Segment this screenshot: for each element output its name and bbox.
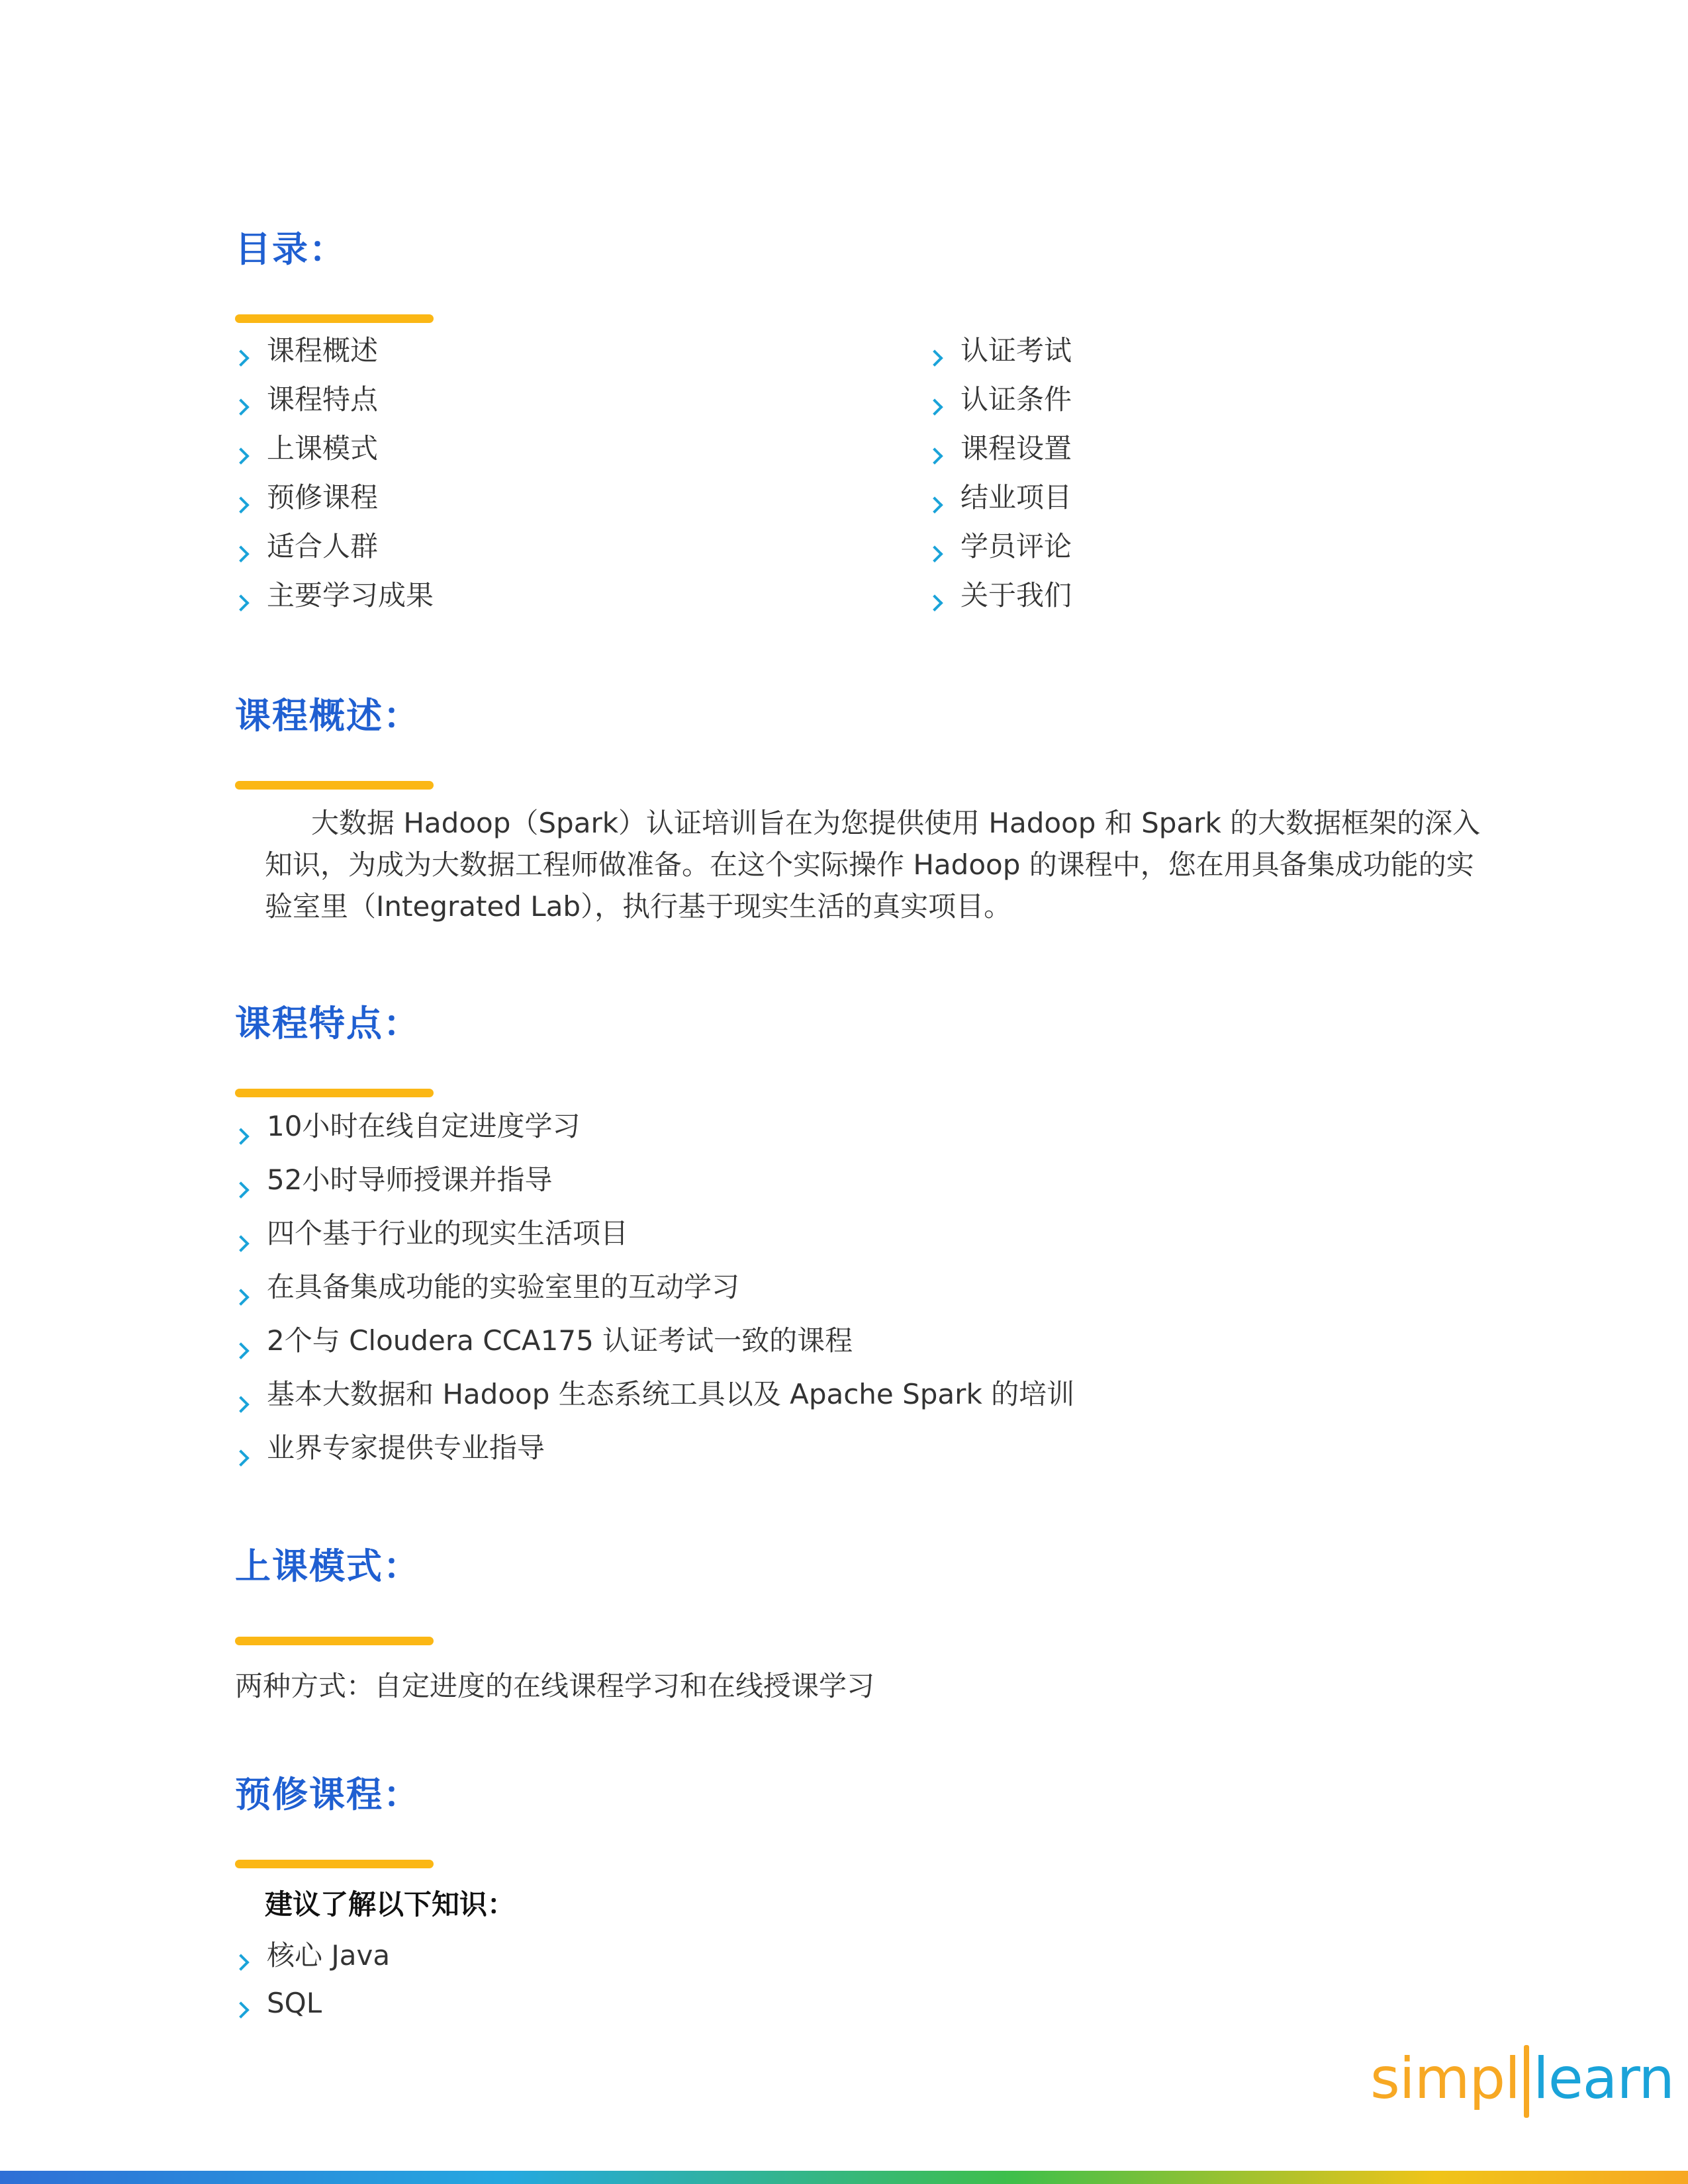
chevron-right-icon <box>232 1128 249 1144</box>
list-item: 业界专家提供专业指导 <box>235 1432 1074 1485</box>
toc-link-curriculum[interactable]: 课程设置 <box>929 432 1072 481</box>
chevron-right-icon <box>926 545 943 562</box>
chevron-right-icon <box>926 398 943 415</box>
toc-link-capstone[interactable]: 结业项目 <box>929 481 1072 530</box>
toc-link-reviews[interactable]: 学员评论 <box>929 530 1072 579</box>
overview-heading: 课程概述： <box>235 695 420 737</box>
chevron-right-icon <box>926 447 943 464</box>
mode-text: 两种方式：自定进度的在线课程学习和在线授课学习 <box>235 1670 875 1702</box>
list-item: 在具备集成功能的实验室里的互动学习 <box>235 1271 1074 1324</box>
toc-link-features[interactable]: 课程特点 <box>235 383 434 432</box>
chevron-right-icon <box>232 1235 249 1251</box>
toc-link-outcomes[interactable]: 主要学习成果 <box>235 579 434 628</box>
heading-underline <box>235 1089 434 1097</box>
toc-link-mode[interactable]: 上课模式 <box>235 432 434 481</box>
toc-right-list <box>929 334 1072 628</box>
toc-link-exam[interactable]: 认证考试 <box>929 334 1072 383</box>
chevron-right-icon <box>232 496 249 513</box>
logo-bar <box>1524 2045 1529 2118</box>
chevron-right-icon <box>232 398 249 415</box>
list-item: 四个基于行业的现实生活项目 <box>235 1217 1074 1271</box>
overview-paragraph: 大数据 Hadoop（Spark）认证培训旨在为您提供使用 Hadoop 和 Spark 的大数据框架的深入知识，为成为大数据工程师做准备。在这个实际操作 Hadoop 的课程中，您在用具备集成功能的实验室里（Integrated Lab），执行基于现实生活的真实项目。 <box>265 807 1481 923</box>
chevron-right-icon <box>232 349 249 366</box>
features-list <box>235 1110 1074 1485</box>
chevron-right-icon <box>232 2001 249 2018</box>
heading-underline <box>235 314 434 323</box>
chevron-right-icon <box>926 594 943 611</box>
chevron-right-icon <box>232 1954 249 1970</box>
footer-gradient-bar <box>0 2171 1688 2184</box>
prereq-heading: 预修课程： <box>235 1774 420 1815</box>
toc-link-audience[interactable]: 适合人群 <box>235 530 434 579</box>
chevron-right-icon <box>926 496 943 513</box>
list-item: SQL <box>235 1987 390 2034</box>
list-item: 10小时在线自定进度学习 <box>235 1110 1074 1163</box>
mode-heading: 上课模式： <box>235 1545 420 1587</box>
list-item: 基本大数据和 Hadoop 生态系统工具以及 Apache Spark 的培训 <box>235 1378 1074 1432</box>
toc-link-prereq[interactable]: 预修课程 <box>235 481 434 530</box>
overview-section <box>235 695 1493 946</box>
heading-underline <box>235 1637 434 1645</box>
heading-underline <box>235 781 434 790</box>
chevron-right-icon <box>232 1449 249 1466</box>
list-item: 核心 Java <box>235 1939 390 1987</box>
chevron-right-icon <box>232 545 249 562</box>
toc-section <box>235 228 1493 639</box>
mode-section <box>235 1545 1493 1717</box>
chevron-right-icon <box>232 447 249 464</box>
features-section <box>235 1003 1493 1479</box>
chevron-right-icon <box>232 1289 249 1305</box>
list-item: 2个与 Cloudera CCA175 认证考试一致的课程 <box>235 1324 1074 1378</box>
toc-left-list <box>235 334 434 628</box>
list-item: 52小时导师授课并指导 <box>235 1163 1074 1217</box>
toc-heading: 目录： <box>235 228 346 270</box>
toc-link-about[interactable]: 关于我们 <box>929 579 1072 628</box>
heading-underline <box>235 1860 434 1868</box>
toc-link-overview[interactable]: 课程概述 <box>235 334 434 383</box>
chevron-right-icon <box>232 1342 249 1359</box>
toc-link-eligibility[interactable]: 认证条件 <box>929 383 1072 432</box>
features-heading: 课程特点： <box>235 1003 420 1044</box>
prereq-subtitle: 建议了解以下知识： <box>265 1888 516 1921</box>
chevron-right-icon <box>232 1181 249 1198</box>
chevron-right-icon <box>232 594 249 611</box>
prereq-list <box>235 1939 390 2034</box>
simplilearn-logo: simpl learn <box>1370 2045 1674 2118</box>
chevron-right-icon <box>232 1396 249 1412</box>
prereq-section <box>235 1774 1493 2038</box>
chevron-right-icon <box>926 349 943 366</box>
